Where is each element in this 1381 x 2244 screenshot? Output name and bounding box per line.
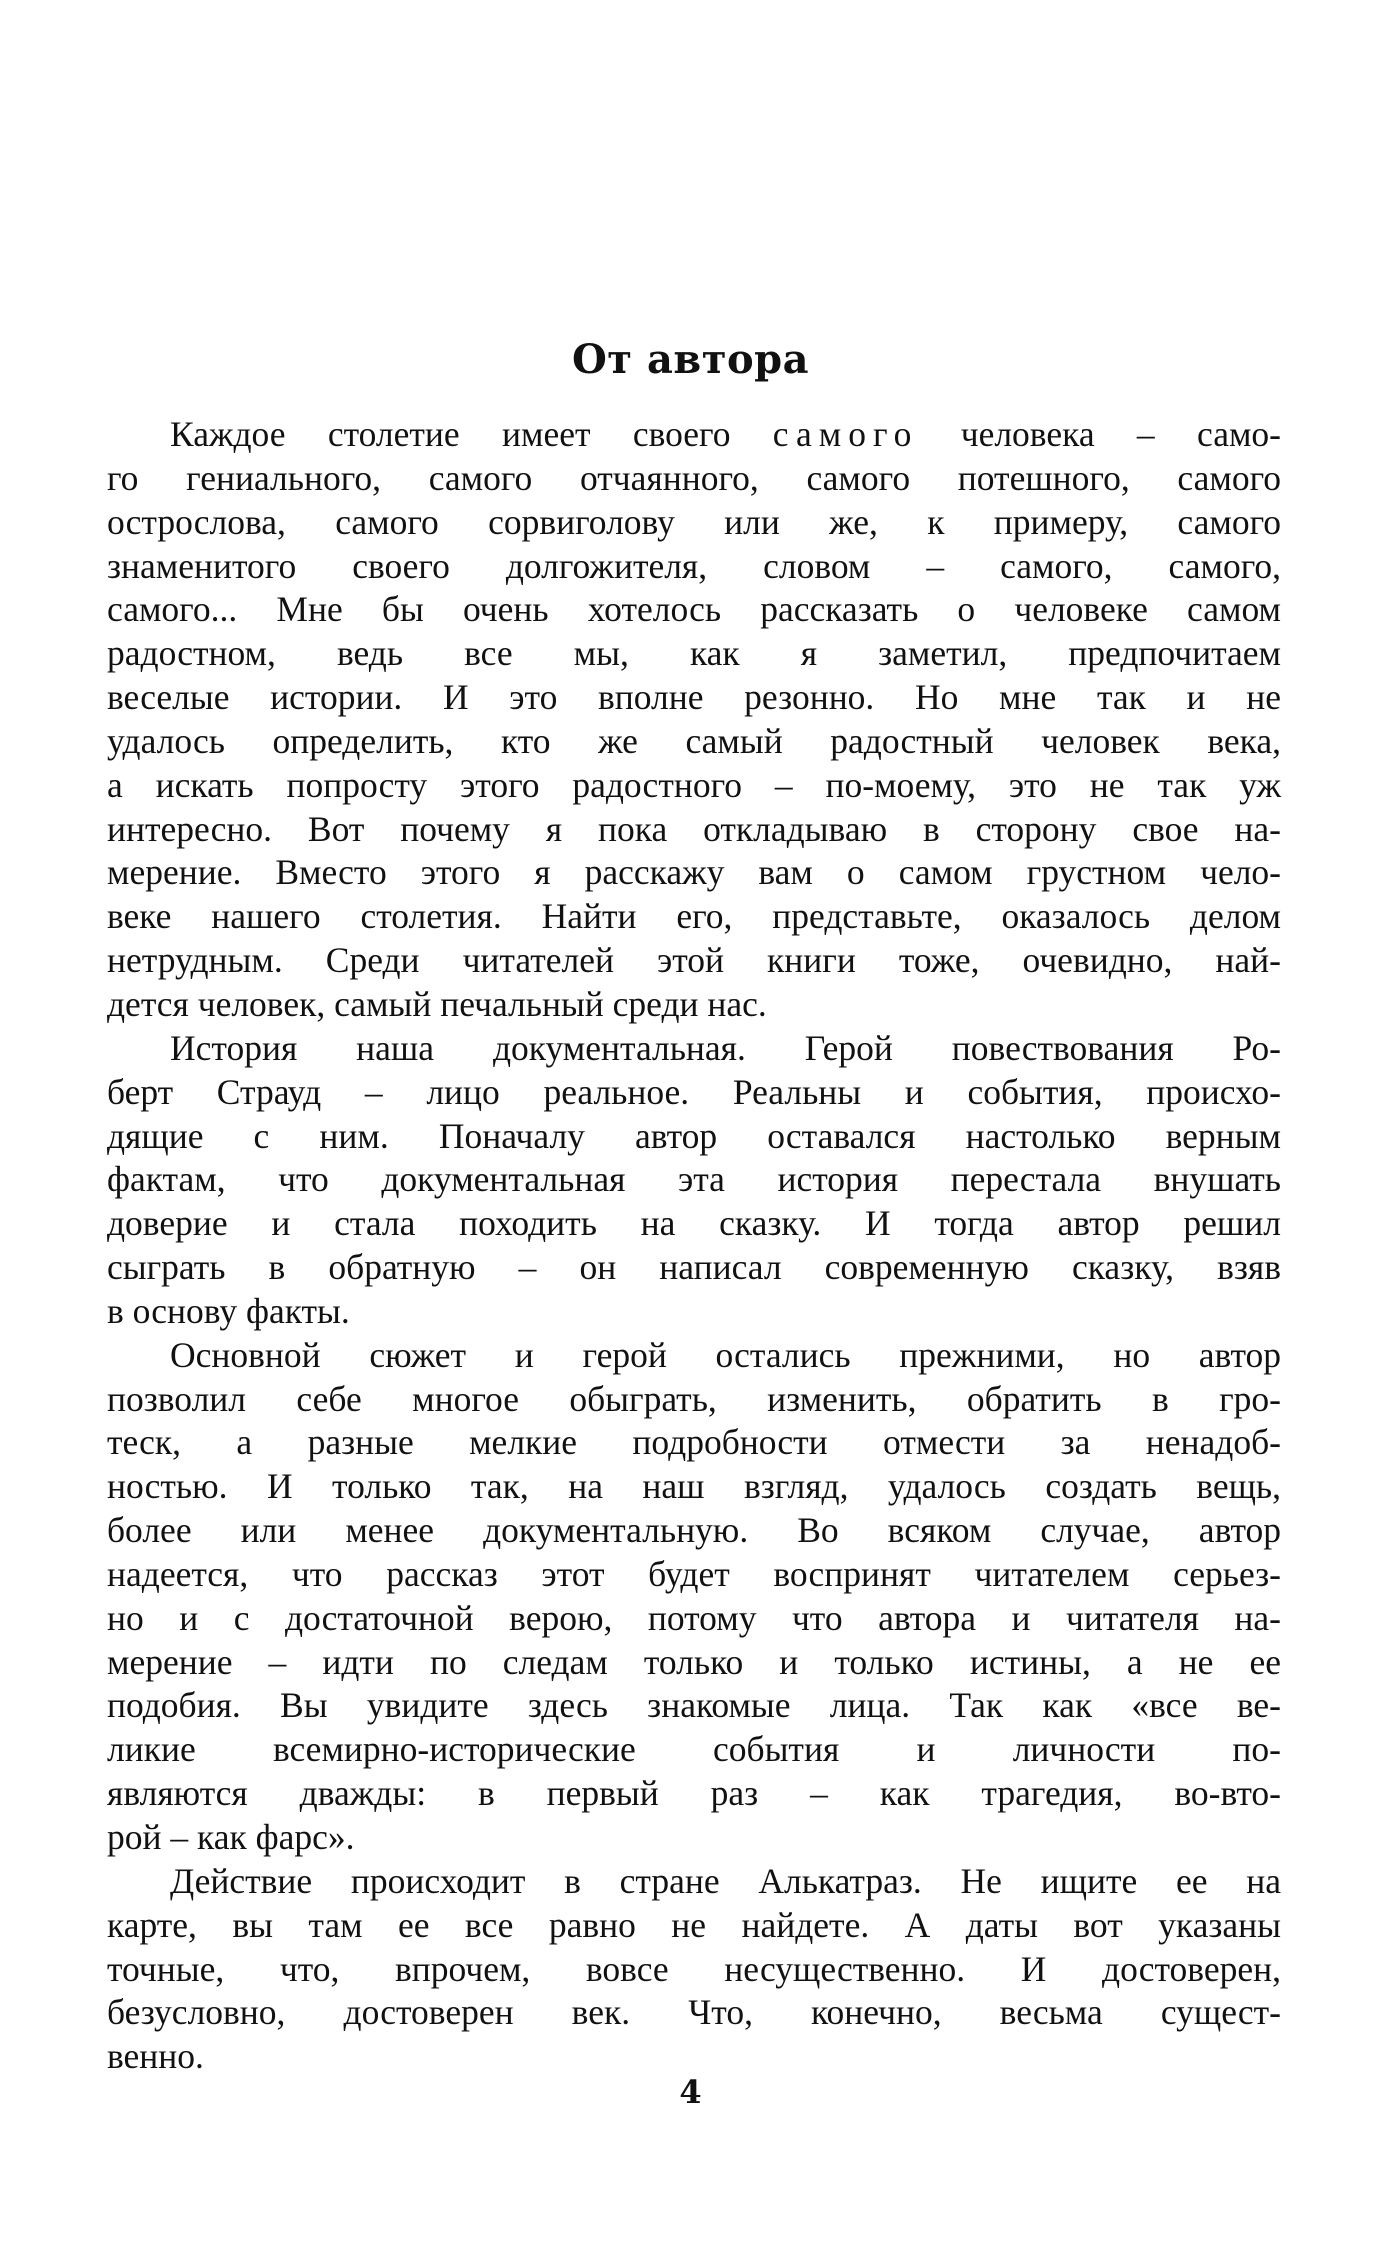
text-line (107, 413, 1281, 457)
text-segment: нетрудным. Среди читателей этой книги тоже, очевидно, най- (107, 940, 1281, 981)
text-line (107, 1509, 1281, 1553)
text-line (107, 1334, 1281, 1378)
text-segment: точные, что, впрочем, вовсе несущественно. И достоверен, (107, 1948, 1281, 1989)
text-segment: го гениального, самого отчаянного, самого потешного, самого (107, 457, 1281, 498)
text-segment: дящие с ним. Поначалу автор оставался настолько верным (107, 1115, 1281, 1156)
paragraph (107, 1860, 1281, 2079)
text-line (107, 1860, 1281, 1904)
text-segment: дется человек, самый печальный среди нас. (107, 983, 767, 1024)
text-line (107, 1071, 1281, 1115)
text-line (107, 1378, 1281, 1422)
text-segment: фактам, что документальная эта история перестала внушать (107, 1159, 1281, 1200)
text-line (107, 764, 1281, 808)
text-segment: подобия. Вы увидите здесь знакомые лица. Так как «все ве- (107, 1685, 1281, 1726)
text-line (107, 939, 1281, 983)
text-line (107, 1246, 1281, 1290)
text-segment: берт Страуд – лицо реальное. Реальны и события, происхо- (107, 1071, 1281, 1112)
page-number: 4 (679, 2073, 702, 2111)
text-segment: ностью. И только так, на наш взгляд, удалось создать вещь, (107, 1466, 1281, 1507)
text-segment: безусловно, достоверен век. Что, конечно, весьма сущест- (107, 1992, 1281, 2033)
text-segment: в основу факты. (107, 1290, 350, 1331)
text-line (107, 1904, 1281, 1948)
text-segment: теск, а разные мелкие подробности отмести за ненадоб- (107, 1422, 1281, 1463)
text-segment: История наша документальная. Герой повествования Ро- (170, 1027, 1281, 1068)
text-line (107, 808, 1281, 852)
text-segment: веке нашего столетия. Найти его, представьте, оказалось делом (107, 896, 1281, 937)
text-segment: Каждое столетие имеет своего (170, 414, 773, 454)
text-line (107, 1115, 1281, 1159)
text-segment: венно. (107, 2036, 204, 2077)
text-line (107, 588, 1281, 632)
text-line (107, 1641, 1281, 1685)
text-line (107, 1202, 1281, 1246)
text-line (107, 1772, 1281, 1816)
paragraph (107, 413, 1281, 1027)
text-segment: но и с достаточной верою, потому что автора и читателя на- (107, 1597, 1281, 1638)
text-line (107, 851, 1281, 895)
paragraph (107, 1027, 1281, 1334)
body-text (107, 413, 1281, 2079)
text-line (107, 1553, 1281, 1597)
text-segment: а искать попросту этого радостного – по-моему, это не так уж (107, 764, 1281, 805)
text-segment: являются дважды: в первый раз – как трагедия, во-вто- (107, 1773, 1281, 1814)
text-line (107, 501, 1281, 545)
text-segment: мерение – идти по следам только и только истины, а не ее (107, 1641, 1281, 1682)
text-segment: доверие и стала походить на сказку. И тогда автор решил (107, 1203, 1281, 1244)
text-segment: интересно. Вот почему я пока откладываю в сторону свое на- (107, 808, 1281, 849)
text-segment: самого (772, 414, 919, 454)
text-segment: самого... Мне бы очень хотелось рассказать о человеке самом (107, 589, 1281, 630)
text-line (107, 1158, 1281, 1202)
text-segment: позволил себе многое обыграть, изменить, обратить в гро- (107, 1378, 1281, 1419)
text-line (107, 632, 1281, 676)
text-segment: Основной сюжет и герой остались прежними, но автор (170, 1334, 1281, 1375)
text-line (107, 1684, 1281, 1728)
text-segment: сыграть в обратную – он написал современную сказку, взяв (107, 1247, 1281, 1288)
text-segment: Действие происходит в стране Алькатраз. Не ищите ее на (170, 1860, 1281, 1901)
paragraph (107, 1334, 1281, 1860)
text-line (107, 457, 1281, 501)
text-line (107, 676, 1281, 720)
text-segment: знаменитого своего долгожителя, словом – самого, самого, (107, 545, 1281, 586)
text-line (107, 1948, 1281, 1992)
text-segment: мерение. Вместо этого я расскажу вам о самом грустном чело- (107, 852, 1281, 893)
text-line (107, 1421, 1281, 1465)
text-line (107, 1465, 1281, 1509)
text-segment: человека – само- (918, 414, 1281, 454)
chapter-title: От автора (571, 336, 810, 383)
text-segment: карте, вы там ее все равно не найдете. А даты вот указаны (107, 1904, 1281, 1945)
text-line (107, 545, 1281, 589)
text-segment: веселые истории. И это вполне резонно. Но мне так и не (107, 677, 1281, 718)
text-segment: надеется, что рассказ этот будет воспринят читателем серьез- (107, 1553, 1281, 1594)
text-segment: более или менее документальную. Во всяком случае, автор (107, 1510, 1281, 1551)
text-segment: рой – как фарс». (107, 1817, 355, 1857)
text-line (107, 720, 1281, 764)
text-line (107, 1290, 1281, 1334)
text-line (107, 895, 1281, 939)
text-line (107, 1991, 1281, 2035)
text-segment: удалось определить, кто же самый радостный человек века, (107, 720, 1281, 761)
text-line (107, 983, 1281, 1027)
text-line (107, 1597, 1281, 1641)
text-line (107, 1728, 1281, 1772)
text-segment: острослова, самого сорвиголову или же, к примеру, самого (107, 501, 1281, 542)
text-segment: ликие всемирно-исторические события и личности по- (107, 1729, 1281, 1770)
text-line (107, 1027, 1281, 1071)
text-segment: радостном, ведь все мы, как я заметил, предпочитаем (107, 633, 1281, 674)
text-line (107, 1816, 1281, 1860)
